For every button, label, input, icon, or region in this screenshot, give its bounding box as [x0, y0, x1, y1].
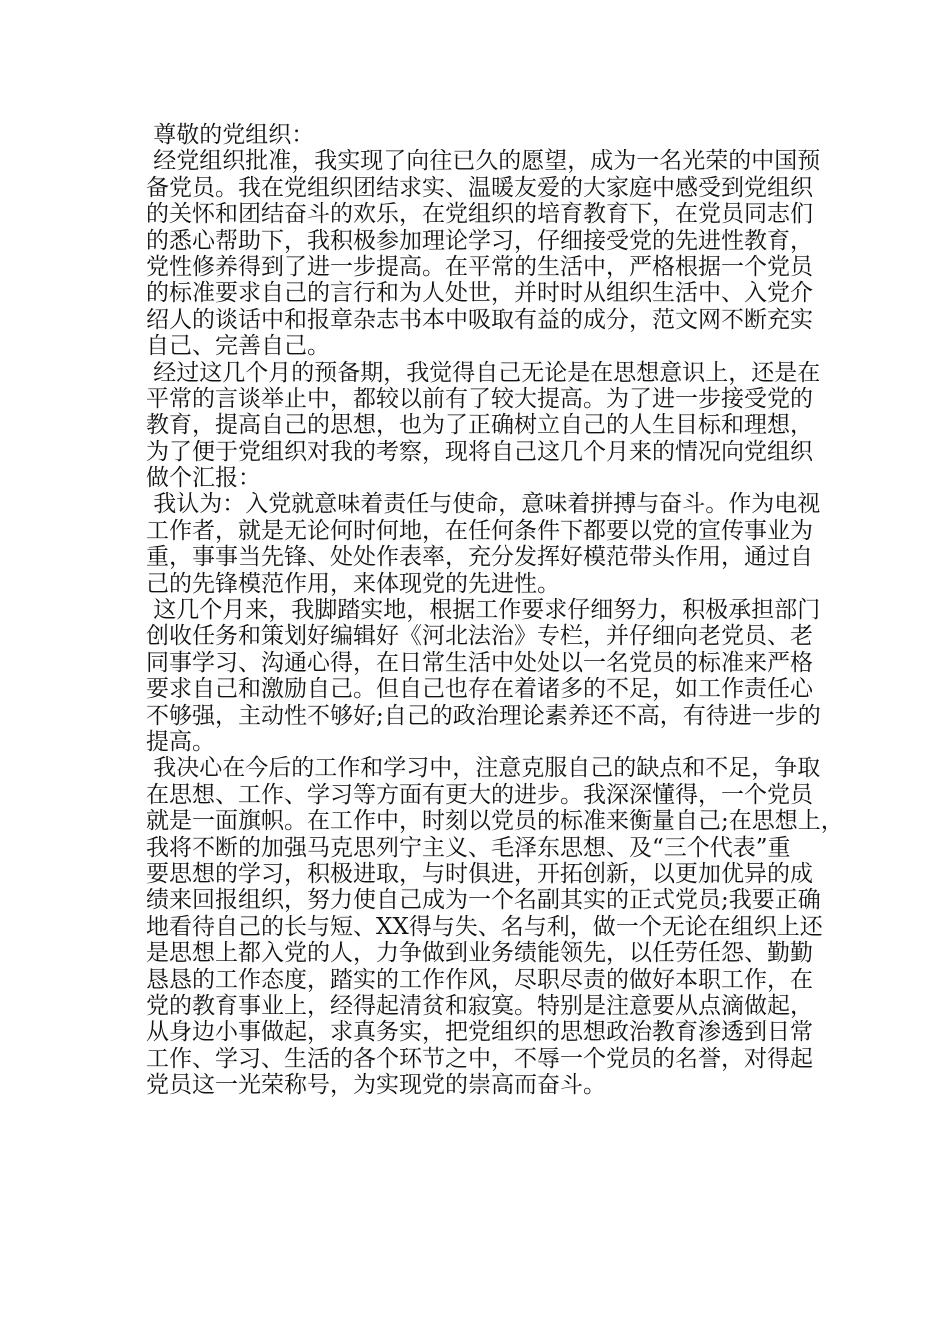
text-line: 平常的言谈举止中，都较以前有了较大提高。为了进一步接受党的 [146, 385, 813, 412]
text-line: 我决心在今后的工作和学习中，注意克服自己的缺点和不足，争取 [146, 755, 821, 782]
text-line: 恳恳的工作态度，踏实的工作作风，尽职尽责的做好本职工作，在 [146, 966, 813, 993]
text-line: 为了便于党组织对我的考察，现将自己这几个月来的情况向党组织 [146, 438, 813, 465]
text-line: 这几个月来，我脚踏实地，根据工作要求仔细努力，积极承担部门 [146, 597, 821, 624]
text-line: 经党组织批准，我实现了向往已久的愿望，成为一名光荣的中国预 [146, 148, 821, 175]
text-line: 要求自己和激励自己。但自己也存在着诸多的不足，如工作责任心 [146, 676, 813, 703]
text-line: 经过这几个月的预备期，我觉得自己无论是在思想意识上，还是在 [146, 359, 821, 386]
text-line: 从身边小事做起，求真务实，把党组织的思想政治教育渗透到日常 [146, 1019, 813, 1046]
text-line: 地看待自己的长与短、XX得与失、名与利，做一个无论在组织上还 [146, 913, 823, 940]
text-line: 做个汇报： [146, 465, 261, 492]
text-line: 绩来回报组织，努力使自己成为一个名副其实的正式党员;我要正确 [146, 887, 821, 914]
text-line: 就是一面旗帜。在工作中，时刻以党员的标准来衡量自己;在思想上， [146, 808, 844, 835]
text-line: 工作、学习、生活的各个环节之中，不辱一个党员的名誉，对得起 [146, 1045, 813, 1072]
text-line: 教育，提高自己的思想，也为了正确树立自己的人生目标和理想， [146, 412, 813, 439]
text-line: 的标准要求自己的言行和为人处世，并时时从组织生活中、入党介 [146, 280, 813, 307]
text-line: 重，事事当先锋、处处作表率，充分发挥好模范带头作用，通过自 [146, 544, 813, 571]
text-line: 在思想、工作、学习等方面有更大的进步。我深深懂得，一个党员 [146, 781, 813, 808]
letter-body [146, 122, 844, 1099]
text-line: 己的先锋模范作用，来体现党的先进性。 [146, 570, 560, 597]
text-line: 绍人的谈话中和报章杂志书本中吸取有益的成分，范文网不断充实 [146, 306, 813, 333]
text-line: 党的教育事业上，经得起清贫和寂寞。特别是注意要从点滴做起， [146, 992, 813, 1019]
text-line: 党性修养得到了进一步提高。在平常的生活中，严格根据一个党员 [146, 253, 813, 280]
text-line: 备党员。我在党组织团结求实、温暖友爱的大家庭中感受到党组织 [146, 174, 813, 201]
text-line: 不够强，主动性不够好;自己的政治理论素养还不高，有待进一步的 [146, 702, 821, 729]
text-line: 要思想的学习，积极进取，与时俱进，开拓创新，以更加优异的成 [146, 860, 813, 887]
text-line: 的悉心帮助下，我积极参加理论学习，仔细接受党的先进性教育， [146, 227, 813, 254]
text-line: 工作者，就是无论何时何地，在任何条件下都要以党的宣传事业为 [146, 517, 813, 544]
text-line: 提高。 [146, 728, 215, 755]
salutation-line: 尊敬的党组织： [146, 122, 315, 148]
text-line: 党员这一光荣称号，为实现党的崇高而奋斗。 [146, 1072, 606, 1099]
text-line: 同事学习、沟通心得，在日常生活中处处以一名党员的标准来严格 [146, 649, 813, 676]
text-line: 我认为：入党就意味着责任与使命，意味着拼搏与奋斗。作为电视 [146, 491, 821, 518]
text-line: 创收任务和策划好编辑好《河北法治》专栏，并仔细向老党员、老 [146, 623, 813, 650]
text-line: 的关怀和团结奋斗的欢乐，在党组织的培育教育下，在党员同志们 [146, 201, 813, 228]
text-line: 我将不断的加强马克思列宁主义、毛泽东思想、及“三个代表”重 [146, 834, 791, 861]
text-line: 自己、完善自己。 [146, 333, 330, 360]
text-line: 是思想上都入党的人，力争做到业务绩能领先，以任劳任怨、勤勤 [146, 940, 813, 967]
